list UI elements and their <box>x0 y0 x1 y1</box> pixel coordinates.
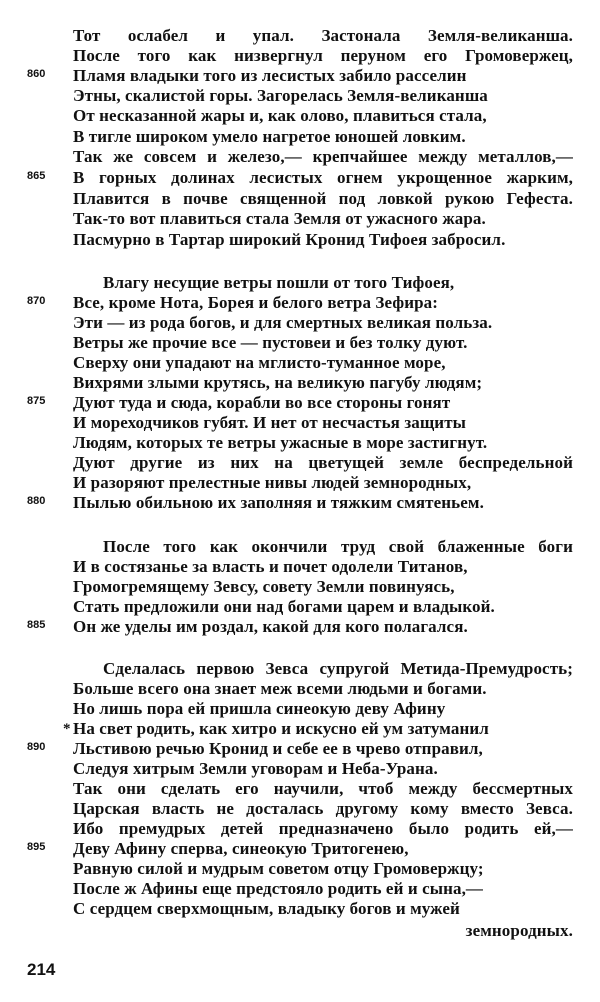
verse-line: Тот ослабел и упал. Застонала Земля-великанша. <box>73 26 573 45</box>
verse-line: И разоряют прелестные нивы людей земнородных, <box>73 473 472 492</box>
verse-line: Дуют другие из них на цветущей земле беспредельной <box>73 453 573 472</box>
verse-line: Деву Афину сперва, синеокую Тритогенею, <box>73 839 409 858</box>
verse-line: Громогремящему Зевсу, совету Земли повинуясь, <box>73 577 455 596</box>
verse-line: Он же уделы им роздал, какой для кого полагался. <box>73 617 468 636</box>
verse-line: После того как окончили труд свой блаженные боги <box>103 537 573 556</box>
verse-line-continuation: земнородных. <box>465 921 573 940</box>
verse-line: От несказанной жары и, как олово, плавиться стала, <box>73 106 487 125</box>
line-number: 890 <box>27 741 46 753</box>
verse-line: И в состязанье за власть и почет одолели Титанов, <box>73 557 468 576</box>
verse-line: В тигле широком умело нагретое юношей ловким. <box>73 127 466 146</box>
line-number: 865 <box>27 170 46 182</box>
verse-line: Плавится в почве священной под ловкой рукою Гефеста. <box>73 189 573 208</box>
line-number: 860 <box>27 68 46 80</box>
verse-line: Ветры же прочие все — пустовеи и без толку дуют. <box>73 333 468 352</box>
page-number: 214 <box>27 960 56 979</box>
verse-line: Дуют туда и сюда, корабли во все стороны гонят <box>73 393 451 412</box>
verse-line: Людям, которых те ветры ужасные в море застигнут. <box>73 433 488 452</box>
verse-line-text: На свет родить, как хитро и искусно ей ум затуманил <box>73 719 489 738</box>
verse-line: С сердцем сверхмощным, владыку богов и мужей <box>73 899 460 918</box>
verse-line: Сверху они упадают на мглисто-туманное море, <box>73 353 446 372</box>
verse-line: Царская власть не досталась другому кому вместо Зевса. <box>73 799 573 818</box>
verse-line: Стать предложили они над богами царем и владыкой. <box>73 597 495 616</box>
verse-line: Льстивою речью Кронид и себе ее в чрево отправил, <box>73 739 483 758</box>
verse-line: Влагу несущие ветры пошли от того Тифоея, <box>103 273 455 292</box>
verse-line: Так-то вот плавиться стала Земля от ужасного жара. <box>73 209 486 228</box>
verse-line: В горных долинах лесистых огнем укрощенное жарким, <box>73 168 573 187</box>
verse-line: Ибо премудрых детей предназначено было родить ей,— <box>73 819 573 838</box>
verse-line: Больше всего она знает меж всеми людьми и богами. <box>73 679 487 698</box>
verse-line: После того как низвергнул перуном его Громовержец, <box>73 46 573 65</box>
verse-line: Этны, скалистой горы. Загорелась Земля-великанша <box>73 86 488 105</box>
verse-line: После ж Афины еще предстояло родить ей и сына,— <box>73 879 484 898</box>
line-number: 895 <box>27 841 46 853</box>
line-number: 870 <box>27 295 46 307</box>
verse-line: Следуя хитрым Земли уговорам и Неба-Урана. <box>73 759 438 778</box>
verse-line <box>63 719 573 739</box>
line-number: 885 <box>27 619 46 631</box>
verse-line: И мореходчиков губят. И нет от несчастья защиты <box>73 413 467 432</box>
verse-line: Сделалась первою Зевса супругой Метида-Премудрость; <box>103 659 573 678</box>
verse-line: Пасмурно в Тартар широкий Кронид Тифоея забросил. <box>73 230 506 249</box>
verse-line: Но лишь пора ей пришла синеокую деву Афину <box>73 699 446 718</box>
line-number: 875 <box>27 395 46 407</box>
verse-line: Все, кроме Нота, Борея и белого ветра Зефира: <box>73 293 439 312</box>
verse-line: Равную силой и мудрым советом отцу Громовержцу; <box>73 859 484 878</box>
line-number: 880 <box>27 495 46 507</box>
verse-line: Эти — из рода богов, и для смертных великая польза. <box>73 313 493 332</box>
footnote-marker: * <box>63 721 71 737</box>
verse-line: Так они сделать его научили, чтоб между бессмертных <box>73 779 573 798</box>
verse-line: Так же совсем и железо,— крепчайшее между металлов,— <box>73 147 573 166</box>
verse-line: Пламя владыки того из лесистых забило расселин <box>73 66 467 85</box>
verse-line: Вихрями злыми крутясь, на великую пагубу людям; <box>73 373 483 392</box>
verse-line: Пылью обильною их заполняя и тяжким смятеньем. <box>73 493 484 512</box>
